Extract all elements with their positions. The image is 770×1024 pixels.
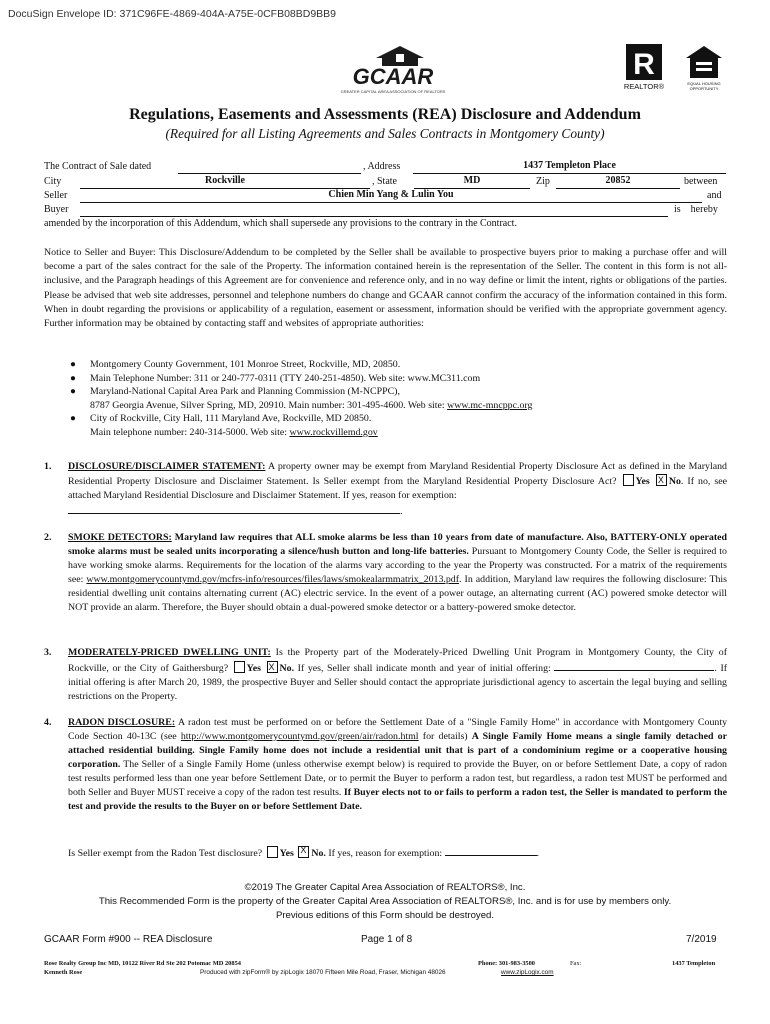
amended-text: amended by the incorporation of this Addendum, which shall supersede any provisions to the contrary in the Contract. <box>44 218 517 229</box>
list-item: ● Maryland-National Capital Area Park and Planning Commission (M-NCPPC), 8787 Georgia Avenue, Silver Spring, MD, 20910. Main number: 301-495-4600. Web site: www.mc-mncppc.org <box>70 386 533 411</box>
address-label: , Address <box>363 161 401 172</box>
contract-label: The Contract of Sale dated <box>44 161 152 172</box>
property-ref: 1437 Templeton <box>672 960 716 967</box>
list-item: ● City of Rockville, City Hall, 111 Maryland Ave, Rockville, MD 20850. Main telephone number: 240-314-5000. Web site: www.rockvillemd.gov <box>70 413 378 438</box>
ziplogix-link[interactable]: www.zipLogix.com <box>501 969 554 976</box>
agent-name: Kenneth Rose <box>44 969 83 976</box>
yes-checkbox[interactable] <box>234 661 245 673</box>
zip-value: 20852 <box>605 175 631 186</box>
radon-link[interactable]: http://www.montgomerycountymd.gov/green/air/radon.html <box>180 731 419 742</box>
section-mpdu: 3. MODERATELY-PRICED DWELLING UNIT: Is the Property part of the Moderately-Priced Dwelling Unit Program in Montgomery County, the City of Rockville, or the City of Gaithersburg? Yes X No. If yes, Seller shall indicate month and year of initial offering: . If initial offering is after March 20, 1989, the prospective Buyer and Seller should contact the appropriate jurisdictional agency to ascertain the legal buying and selling restrictions on the Property. <box>44 646 727 704</box>
section-number: 1. <box>44 461 52 472</box>
seller-field[interactable] <box>80 202 702 203</box>
form-date: 7/2019 <box>686 934 717 945</box>
section-heading: MODERATELY-PRICED DWELLING UNIT: <box>68 647 271 658</box>
city-value: Rockville <box>205 175 245 186</box>
section-heading: RADON DISCLOSURE: <box>68 717 176 728</box>
svg-text:OPPORTUNITY: OPPORTUNITY <box>689 86 719 91</box>
svg-text:R: R <box>633 48 655 81</box>
is-hereby-text: is hereby <box>674 204 718 215</box>
section-disclosure: 1. DISCLOSURE/DISCLAIMER STATEMENT: A property owner may be exempt from Maryland Residential Property Disclosure Act as defined in the Maryland Residential Property Disclosure and Disclaimer Statement. Is Seller exempt from the Maryland Residential Property Disclosure Act? Yes X No. If no, see attached Maryland Residential Disclosure and Disclaimer Statement. If yes, reason for exemption: . <box>44 460 727 519</box>
notice-text: Notice to Seller and Buyer: This Disclosure/Addendum to be completed by the Seller shall be available to prospective buyers prior to making a purchase offer and will become a part of the sales contract for the sale of the Property. The information contained herein is the representation of the Seller. The content in this form is not all-inclusive, and the Paragraph headings of this Agreement are for convenience and reference only, and in no way define or limit the intent, rights or obligations of the parties. Please be advised that web site addresses, personnel and telephone numbers do change and GCAAR cannot confirm the accuracy of the information contained in this form. When in doubt regarding the provisions or applicability of a regulation, easement or assessment, information should be verified with the appropriate government agency. Further information may be obtained by contacting staff and websites of appropriate authorities: <box>44 247 727 330</box>
page-title: Regulations, Easements and Assessments (REA) Disclosure and Addendum <box>129 106 641 123</box>
section-heading: SMOKE DETECTORS: <box>68 532 172 543</box>
section-smoke-detectors: 2. SMOKE DETECTORS: Maryland law requires that ALL smoke alarms be less than 10 years from date of manufacture. Also, BATTERY-ONLY operated smoke alarms must be sealed units incorporating a silence/hush button and long-life batteries. Pursuant to Montgomery County Code, the Seller is required to have working smoke alarms. Requirements for the location of the alarms vary according to the year the Property was constructed. For a matrix of the requirements see: www.montgomerycountymd.gov/mcfrs-info/resources/files/laws/smokealarmmatrix_2013.pdf. In addition, Maryland law requires the following disclosure: This residential dwelling unit contains alternating current (AC) electric service. In the event of a power outage, an alternating current (AC) powered smoke detector will NOT provide an alarm. Therefore, the Buyer should obtain a dual-powered smoke detector or a battery-powered smoke detector. <box>44 532 728 613</box>
svg-text:REALTOR®: REALTOR® <box>624 82 665 91</box>
zip-label: Zip <box>536 176 550 187</box>
section-number: 3. <box>44 647 52 658</box>
svg-text:GCAAR: GCAAR <box>352 64 434 89</box>
list-item: ● Main Telephone Number: 311 or 240-777-0311 (TTY 240-251-4850). Web site: www.MC311.com <box>70 372 481 384</box>
svg-text:GREATER CAPITAL AREA ASSOCIATI: GREATER CAPITAL AREA ASSOCIATION OF REALTORS <box>340 89 446 94</box>
initial-offering-field[interactable] <box>554 660 714 671</box>
yes-checkbox[interactable] <box>267 846 278 858</box>
gcaar-logo <box>338 44 448 96</box>
yes-checkbox[interactable] <box>623 474 634 486</box>
page-subtitle: (Required for all Listing Agreements and Sales Contracts in Montgomery County) <box>165 126 605 141</box>
seller-label: Seller <box>44 190 68 201</box>
page-number: Page 1 of 8 <box>361 934 413 945</box>
section-number: 2. <box>44 532 52 543</box>
radon-reason-field[interactable] <box>445 845 537 856</box>
copyright: ©2019 The Greater Capital Area Association of REALTORS®, Inc. <box>244 882 526 893</box>
seller-value: Chien Min Yang & Lulin You <box>328 189 454 200</box>
address-field[interactable] <box>413 173 726 174</box>
equal-housing-logo <box>682 42 726 92</box>
previous-editions-text: Previous editions of this Form should be destroyed. <box>275 910 495 921</box>
recommended-form-text: This Recommended Form is the property of the Greater Capital Area Association of REALTORS®, Inc. and is for use by members only. <box>98 896 672 907</box>
state-label: , State <box>372 176 397 187</box>
envelope-id: DocuSign Envelope ID: 371C96FE-4869-404A-A75E-0CFB08BD9BB9 <box>8 8 337 20</box>
rockville-link[interactable]: www.rockvillemd.gov <box>289 426 378 438</box>
exemption-reason-field[interactable] <box>68 503 400 514</box>
section-radon: 4. RADON DISCLOSURE: A radon test must be performed on or before the Settlement Date of a "Single Family Home" in accordance with Montgomery County Code Section 40-13C (see http://www.montgomerycountymd.gov/green/air/radon.html for details) A Single Family Home means a single family detached or attached residential building. Single Family home does not include a residential unit that is part of a condominium regime or a cooperative housing corporation. The Seller of a Single Family Home (unless otherwise exempt below) is required to provide the Buyer, on or before Settlement Date, a copy of radon test results performed less than one year before Settlement Date, or to permit the Buyer to perform a radon test, but regardless, a radon test MUST be performed and both Seller and Buyer MUST receive a copy of the radon test results. If Buyer elects not to or fails to perform a radon test, the Seller is mandated to perform the test and provide the results to the Buyer on or before Settlement Date. <box>44 717 728 812</box>
address-value: 1437 Templeton Place <box>523 160 616 171</box>
buyer-field[interactable] <box>80 216 668 217</box>
smoke-alarm-matrix-link[interactable]: www.montgomerycountymd.gov/mcfrs-info/resources/files/laws/smokealarmmatrix_2013.pdf <box>86 574 460 585</box>
city-label: City <box>44 176 62 187</box>
broker-fax: Fax: <box>570 960 582 967</box>
list-item: ● Montgomery County Government, 101 Monroe Street, Rockville, MD, 20850. <box>70 359 401 370</box>
form-name: GCAAR Form #900 -- REA Disclosure <box>44 934 213 945</box>
buyer-label: Buyer <box>44 204 69 215</box>
contract-date-field[interactable] <box>178 173 361 174</box>
broker-info: Rose Realty Group Inc MD, 10122 River Rd Ste 202 Potomac MD 20854 <box>44 960 241 967</box>
broker-phone: Phone: 301-983-3500 <box>478 960 535 967</box>
between-text: between <box>684 176 718 187</box>
and-text: and <box>707 190 722 201</box>
realtor-logo <box>624 42 666 92</box>
svg-text:EQUAL HOUSING: EQUAL HOUSING <box>687 81 721 86</box>
no-checkbox[interactable] <box>656 474 667 486</box>
authorities-list <box>70 358 532 439</box>
produced-by: Produced with zipForm® by zipLogix 18070 Fifteen Mile Road, Fraser, Michigan 48026 <box>200 969 446 976</box>
radon-exempt-question: Is Seller exempt from the Radon Test disclosure? Yes X No. If yes, reason for exemption: . <box>68 845 539 859</box>
mncppc-link[interactable]: www.mc-mncppc.org <box>447 399 533 411</box>
no-checkbox[interactable] <box>298 846 309 858</box>
section-heading: DISCLOSURE/DISCLAIMER STATEMENT: <box>68 461 266 472</box>
no-checkbox[interactable] <box>267 661 278 673</box>
notice-paragraph <box>44 246 727 331</box>
section-number: 4. <box>44 717 52 728</box>
state-value: MD <box>463 175 481 186</box>
